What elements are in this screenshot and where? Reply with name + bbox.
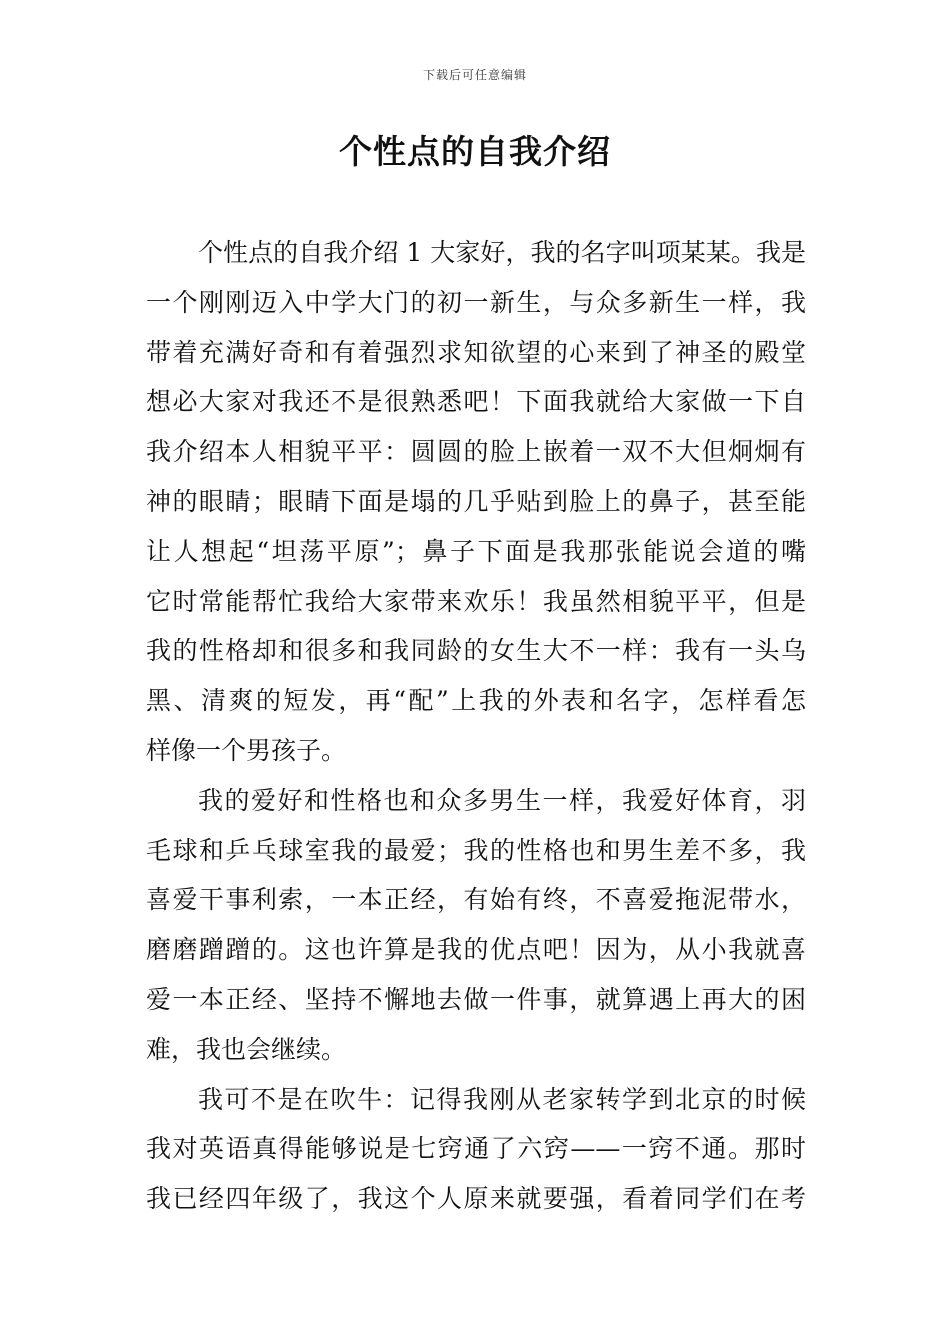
text-line: 黑、清爽的短发，再“配”上我的外表和名字，怎样看怎 bbox=[146, 686, 806, 716]
text-line: 一个刚刚迈入中学大门的初一新生，与众多新生一样，我 bbox=[146, 287, 806, 317]
text-line: 我可不是在吹牛：记得我刚从老家转学到北京的时候 bbox=[198, 1084, 806, 1114]
document-body bbox=[146, 228, 806, 1224]
text-line: 样像一个男孩子。 bbox=[146, 735, 347, 765]
text-line: 它时常能帮忙我给大家带来欢乐！我虽然相貌平平，但是 bbox=[146, 586, 806, 616]
header-note: 下载后可任意编辑 bbox=[422, 68, 527, 82]
text-line: 我已经四年级了，我这个人原来就要强，看着同学们在考 bbox=[146, 1184, 806, 1214]
text-line: 难，我也会继续。 bbox=[146, 1034, 347, 1064]
text-line: 我介绍本人相貌平平：圆圆的脸上嵌着一双不大但炯炯有 bbox=[146, 437, 806, 467]
document-title: 个性点的自我介绍 bbox=[339, 132, 611, 171]
text-line: 我的爱好和性格也和众多男生一样，我爱好体育，羽 bbox=[198, 785, 806, 815]
text-line: 磨磨蹭蹭的。这也许算是我的优点吧！因为，从小我就喜 bbox=[146, 935, 806, 965]
text-line: 神的眼睛；眼睛下面是塌的几乎贴到脸上的鼻子，甚至能 bbox=[146, 486, 806, 516]
text-line: 喜爱干事利索，一本正经，有始有终，不喜爱拖泥带水， bbox=[146, 885, 806, 915]
text-line: 个性点的自我介绍 1 大家好，我的名字叫项某某。我是 bbox=[198, 238, 806, 267]
text-line: 让人想起“坦荡平原”；鼻子下面是我那张能说会道的嘴 bbox=[146, 536, 806, 566]
text-line: 爱一本正经、坚持不懈地去做一件事，就算遇上再大的困 bbox=[146, 984, 806, 1014]
text-line: 毛球和乒乓球室我的最爱；我的性格也和男生差不多，我 bbox=[146, 835, 806, 865]
text-line: 我的性格却和很多和我同龄的女生大不一样：我有一头乌 bbox=[146, 636, 806, 666]
text-line: 想必大家对我还不是很熟悉吧！下面我就给大家做一下自 bbox=[146, 387, 806, 417]
text-line: 带着充满好奇和有着强烈求知欲望的心来到了神圣的殿堂 bbox=[146, 337, 806, 367]
text-line: 我对英语真得能够说是七窍通了六窍——一窍不通。那时 bbox=[146, 1134, 806, 1164]
